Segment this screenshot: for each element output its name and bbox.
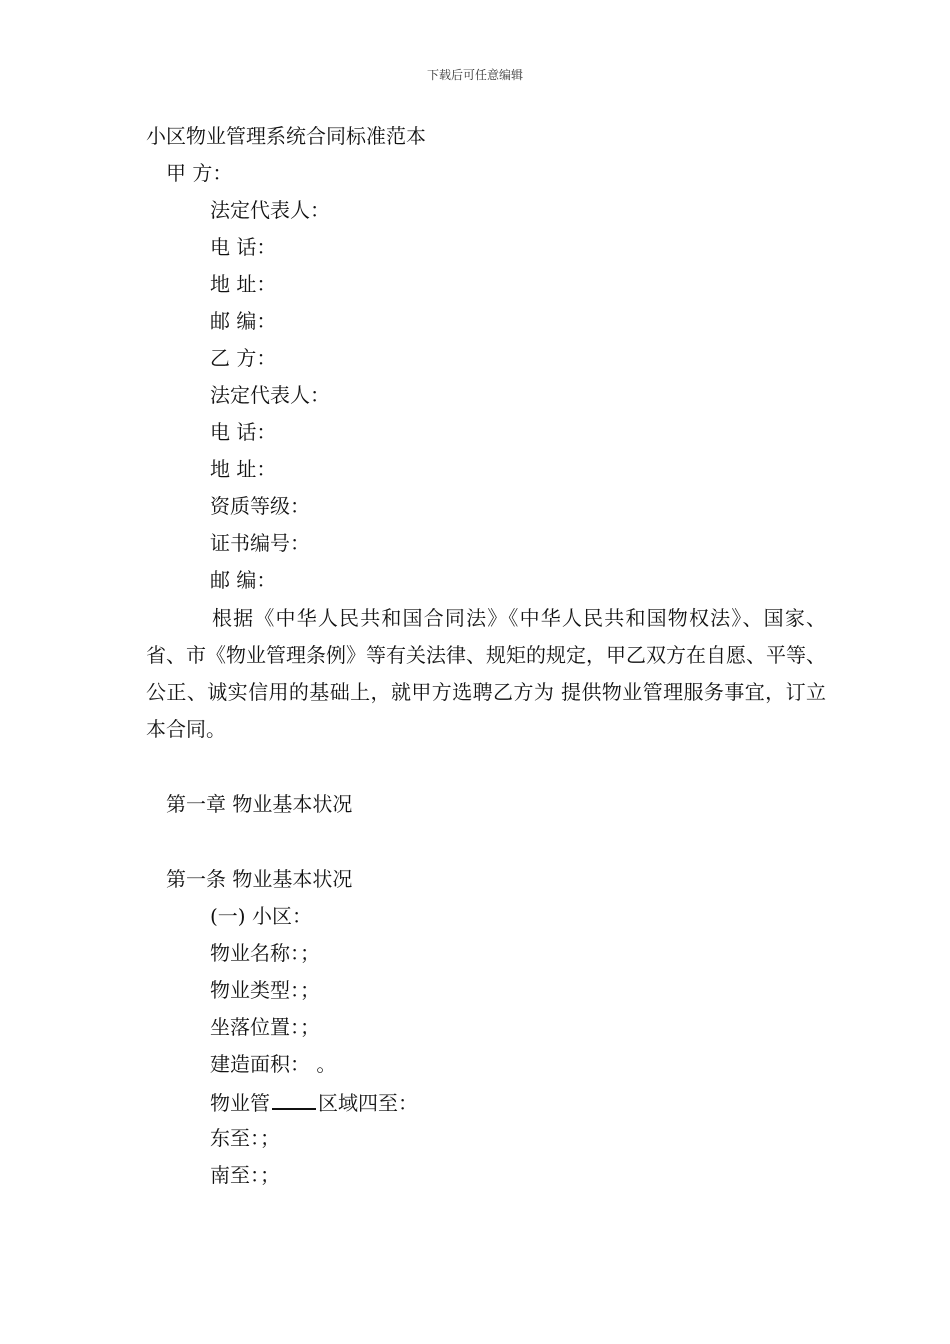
party-a-phone: 电 话： [210,235,277,259]
header-note: 下载后可任意编辑 [426,68,523,82]
party-b-label: 乙 方： [210,346,277,370]
party-a-label: 甲 方： [166,161,233,185]
item-east: 东至：； [210,1126,280,1150]
party-b-certificate: 证书编号： [210,531,310,555]
party-a-legal-rep: 法定代表人： [210,198,330,222]
party-a-postcode: 邮 编： [210,309,277,333]
party-b-address: 地 址： [210,457,277,481]
party-b-phone: 电 话： [210,420,277,444]
article-heading: 第一条 物业基本状况 [166,867,353,891]
document-title: 小区物业管理系统合同标准范本 [146,124,426,148]
preamble-paragraph: 根据《中华人民共和国合同法》《中华人民共和国物权法》、国家、省、市《物业管理条例》等有关法律、规矩的规定，甲乙双方在自愿、平等、公正、诚实信用的基础上，就甲方选聘乙方为 提供物业管理服务事宜，订立本合同。 [146,606,826,741]
item-location: 坐落位置：； [210,1015,320,1039]
party-b-postcode: 邮 编： [210,568,277,592]
item-community: (一) 小区： [210,904,312,928]
party-b-qualification: 资质等级： [210,494,310,518]
boundary-prefix: 物业管 [210,1091,270,1115]
item-boundary [210,1088,418,1116]
boundary-suffix: 区域四至： [318,1091,418,1115]
item-property-name: 物业名称：； [210,941,320,965]
item-area: 建造面积： 。 [210,1052,337,1076]
item-south: 南至：； [210,1163,280,1187]
party-b-legal-rep: 法定代表人： [210,383,330,407]
item-property-type: 物业类型：； [210,978,320,1002]
chapter-heading: 第一章 物业基本状况 [166,792,353,816]
boundary-blank [272,1088,316,1110]
party-a-address: 地 址： [210,272,277,296]
